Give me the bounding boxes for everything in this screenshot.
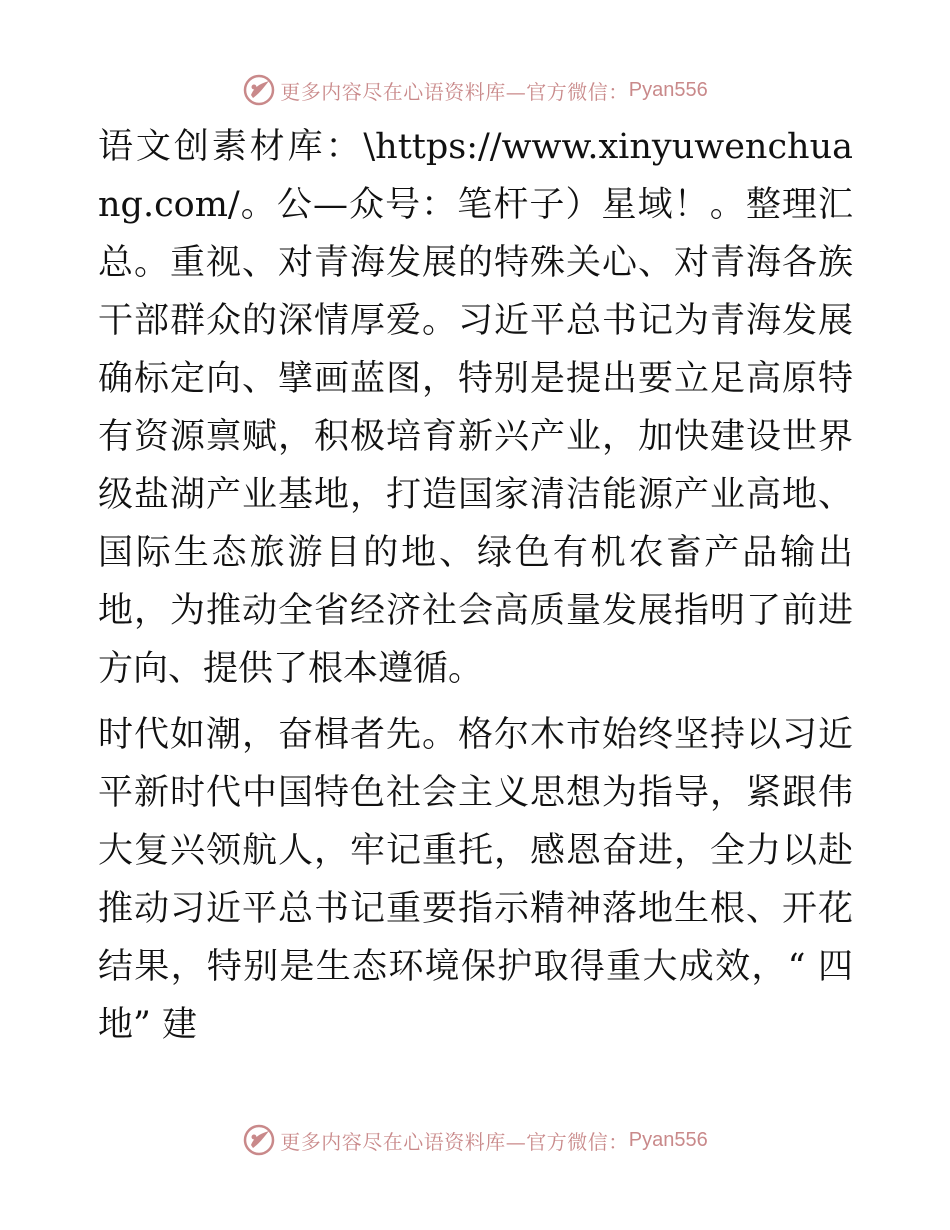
watermark-text: 更多内容尽在心语资料库—官方微信： bbox=[280, 79, 629, 104]
watermark-logo-icon bbox=[242, 73, 276, 107]
paragraph-2: 时代如潮，奋楫者先。格尔木市始终坚持以习近平新时代中国特色社会主义思想为指导，紧跟伟大复兴领航人，牢记重托，感恩奋进，全力以赴推动习近平总书记重要指示精神落地生根、开花结果，特别是生态环境保护取得重大成效，“ 四地” 建 bbox=[98, 715, 853, 1045]
watermark-text: 更多内容尽在心语资料库—官方微信： bbox=[280, 1129, 629, 1154]
watermark-wechat-id: Pyan556 bbox=[628, 1128, 708, 1151]
header-watermark bbox=[0, 70, 950, 110]
footer-watermark bbox=[0, 1120, 950, 1160]
watermark-logo-icon bbox=[242, 1123, 276, 1157]
paragraph-1: 语文创素材库：\https://www.xinyuwenchuang.com/。公—众号：笔杆子）星域！。整理汇总。重视、对青海发展的特殊关心、对青海各族干部群众的深情厚爱。习近平总书记为青海发展确标定向、擘画蓝图，特别是提出要立足高原特有资源禀赋，积极培育新兴产业，加快建设世界级盐湖产业基地，打造国家清洁能源产业高地、国际生态旅游目的地、绿色有机农畜产品输出地，为推动全省经济社会高质量发展指明了前进方向、提供了根本遵循。 bbox=[98, 127, 853, 689]
watermark-wechat-id: Pyan556 bbox=[628, 78, 708, 101]
document-body bbox=[98, 118, 853, 1054]
